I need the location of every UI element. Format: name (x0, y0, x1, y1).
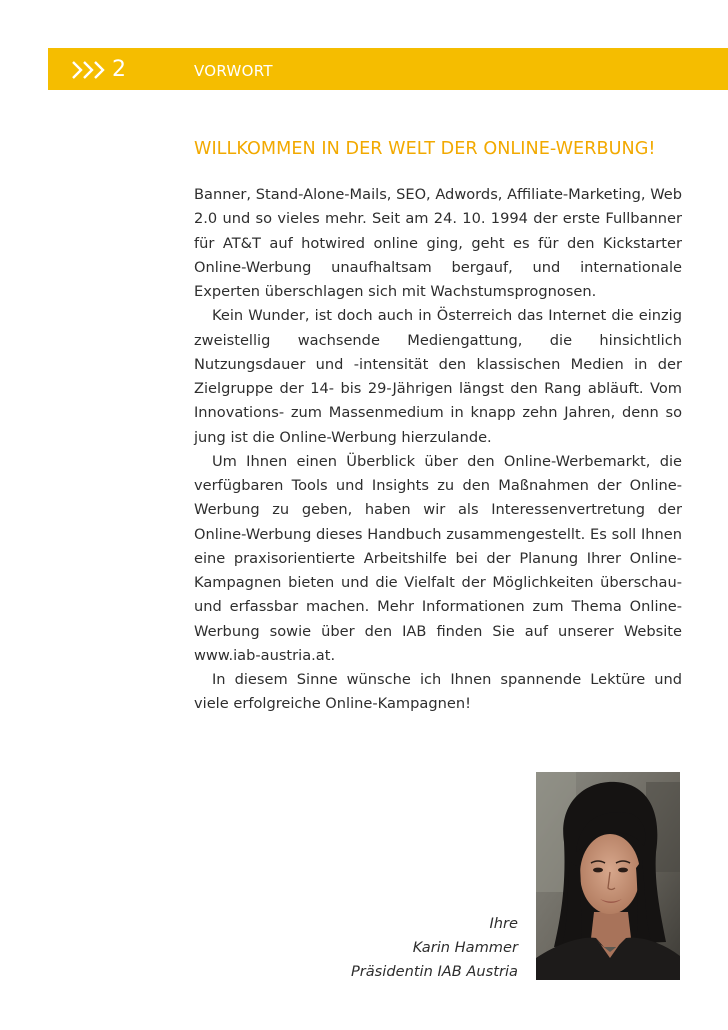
page-marker (70, 57, 127, 83)
paragraph: Kein Wunder, ist doch auch in Österreich das Internet die einzig zweistellig wachsende Mediengattung, die hinsichtlich Nutzungsdauer und -intensität den klassischen Medien in der Zielgruppe der 14- bis 29-Jährigen längst den Rang abläuft. Vom Innovations- zum Massenmedium in knapp zehn Jahren, denn so jung ist die Online-Werbung hierzulande. (194, 307, 682, 446)
body-text (194, 183, 682, 717)
paragraph: In diesem Sinne wünsche ich Ihnen spannende Lektüre und viele erfolgreiche Online-Kampagnen! (194, 671, 682, 713)
triple-chevron-right-icon (70, 59, 108, 81)
signature-closing: Ihre (489, 915, 518, 932)
paragraph: Um Ihnen einen Überblick über den Online-Werbemarkt, die verfügbaren Tools und Insights zu den Maßnahmen der Online-Werbung zu geben, haben wir als Interessenvertretung der Online-Werbung dieses Handbuch zusammengestellt. Es soll Ihnen eine praxisorientierte Arbeitshilfe bei der Planung Ihrer Online-Kampagnen bieten und die Vielfalt der Möglichkeiten überschau- und erfassbar machen. Mehr Informationen zum Thema Online-Werbung sowie über den IAB finden Sie auf unserer Website www.iab-austria.at. (194, 452, 682, 664)
signature-name: Karin Hammer (412, 939, 518, 956)
signature-role: Präsidentin IAB Austria (350, 963, 518, 980)
page-number: 2 (112, 57, 127, 82)
header-bar (48, 48, 728, 90)
author-portrait (536, 772, 680, 980)
page-heading: WILLKOMMEN IN DER WELT DER ONLINE-WERBUNG! (194, 139, 656, 159)
signature-block (351, 912, 518, 984)
paragraph: Banner, Stand-Alone-Mails, SEO, Adwords, Affiliate-Marketing, Web 2.0 und so vieles mehr. Seit am 24. 10. 1994 der erste Fullbanner für AT&T auf hotwired online ging, geht es für den Kickstarter Online-Werbung unaufhaltsam bergauf, und internationale Experten überschlagen sich mit Wachstumsprognosen. (194, 186, 683, 300)
section-label: VORWORT (194, 62, 273, 80)
